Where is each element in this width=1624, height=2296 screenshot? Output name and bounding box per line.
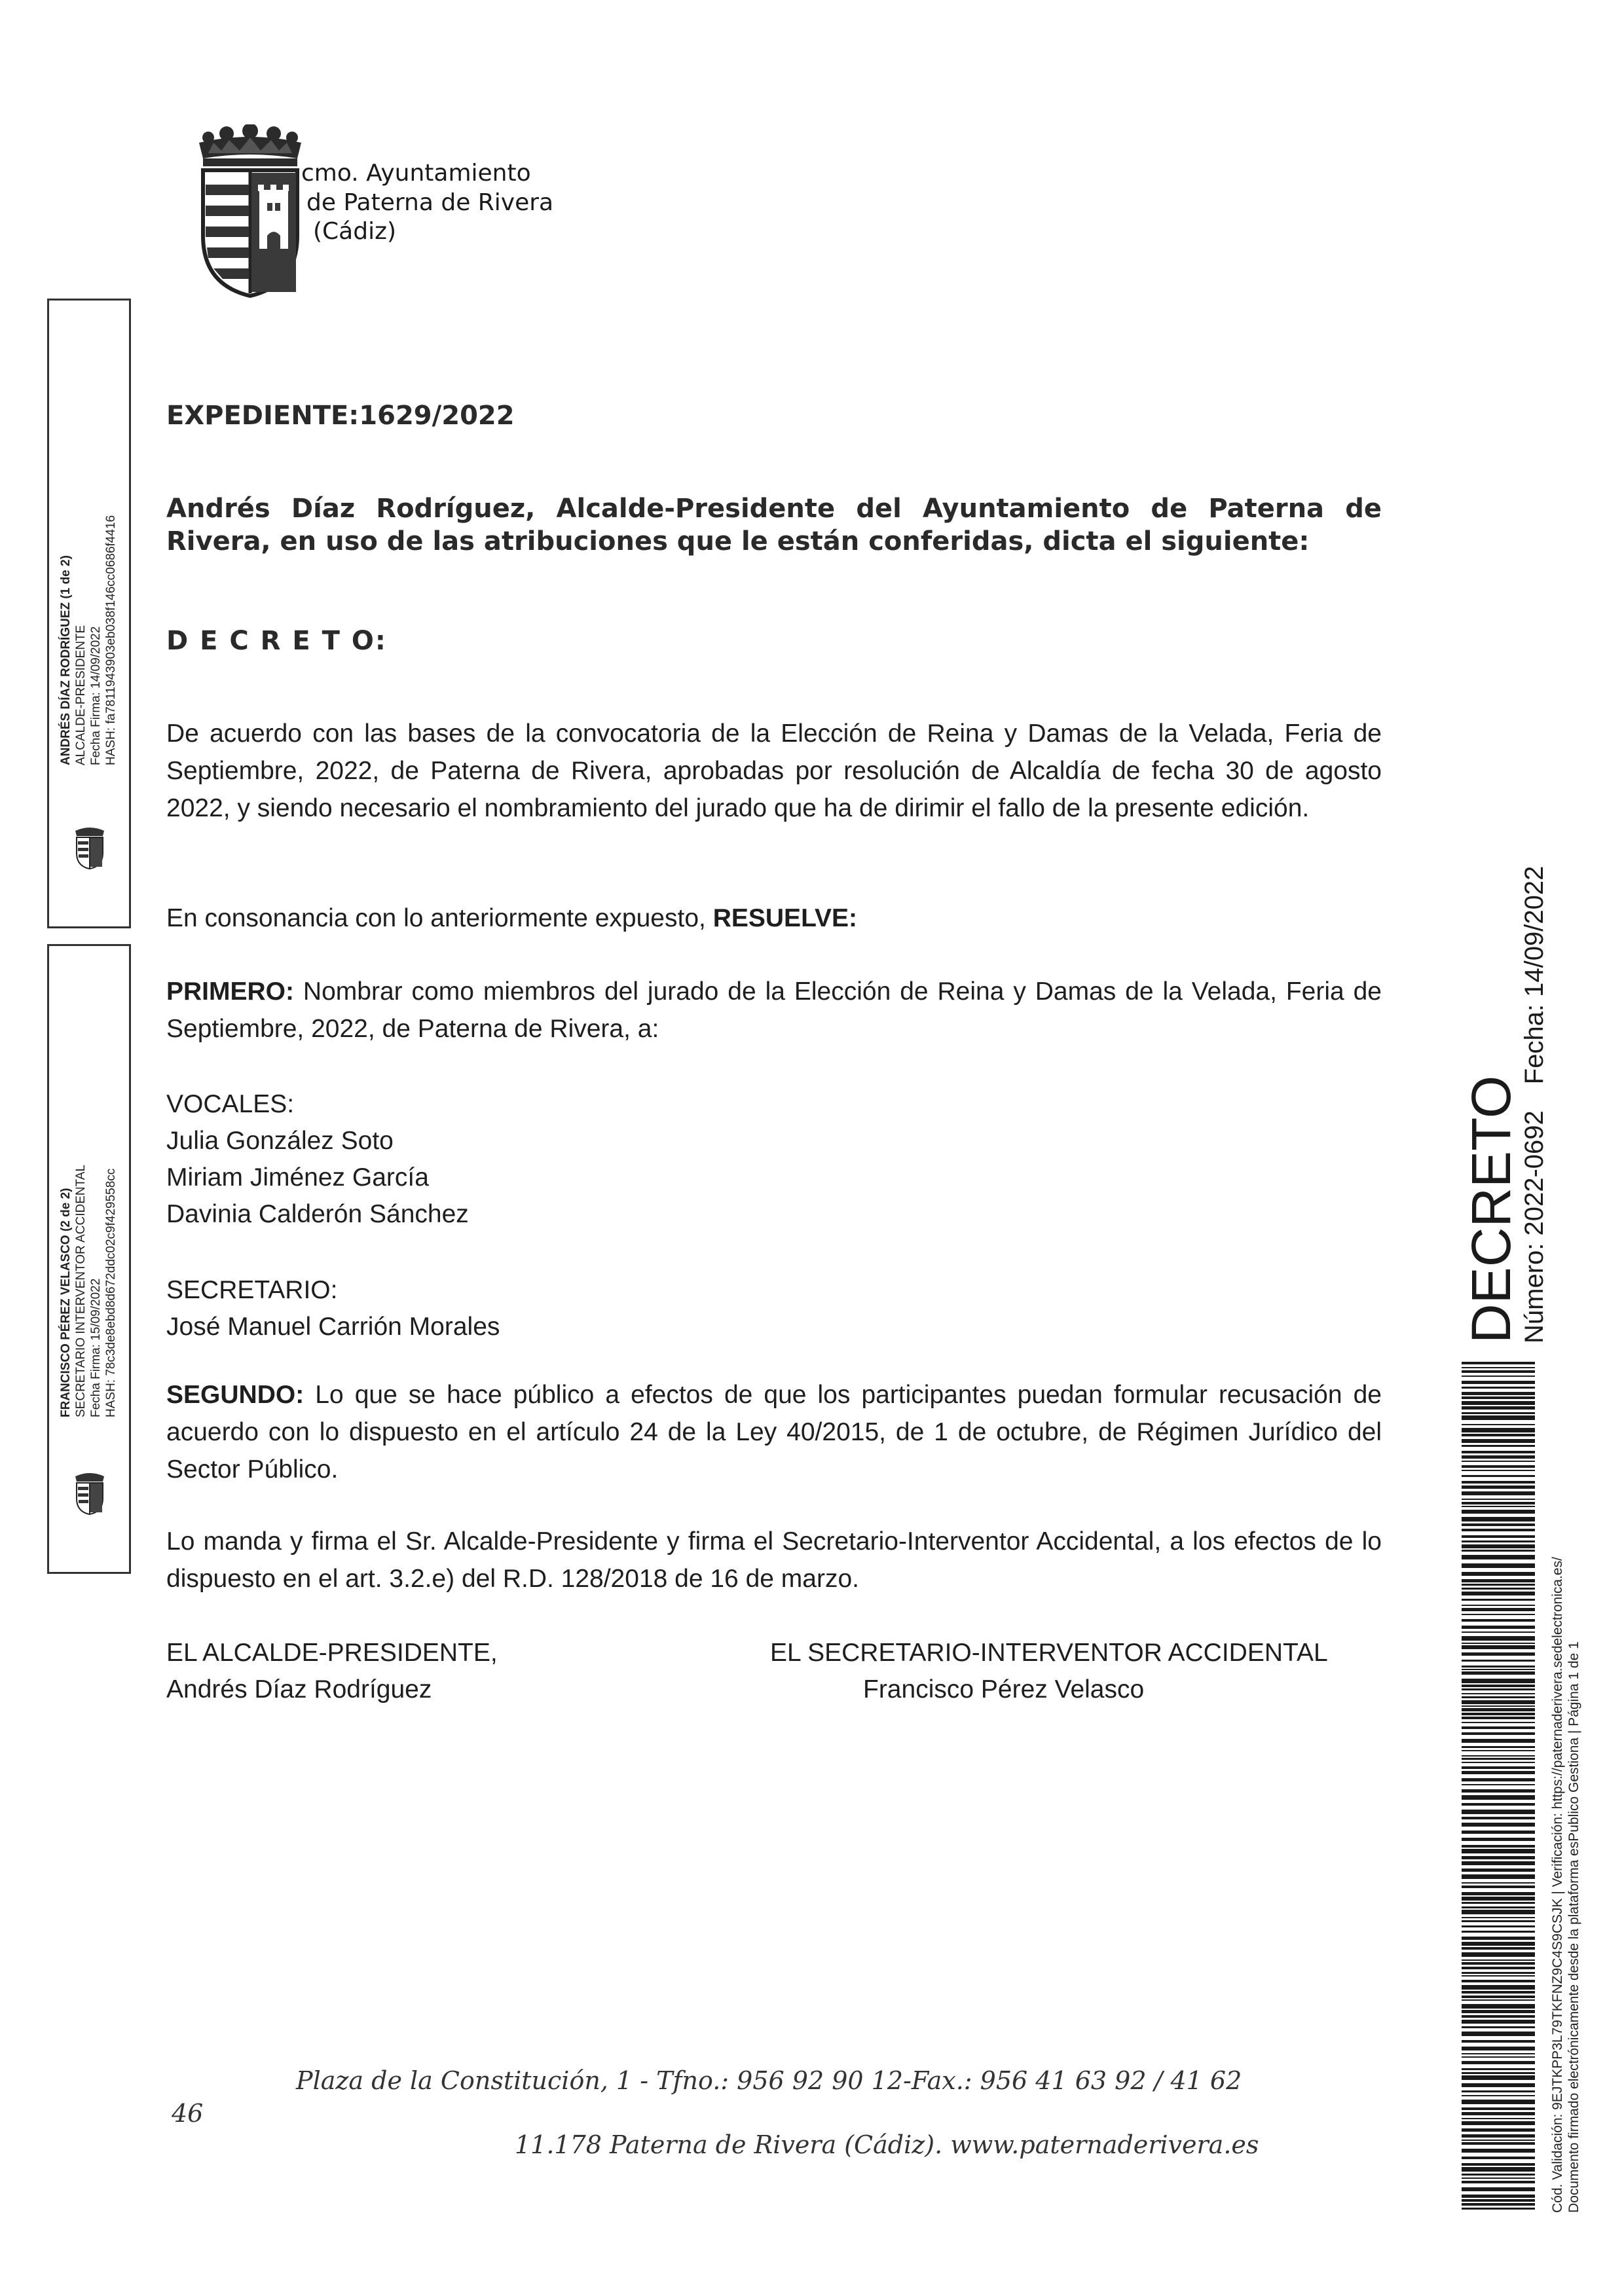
closing-paragraph: Lo manda y firma el Sr. Alcalde-Presidente y firma el Secretario-Interventor Accidental, a los efectos de lo dispuesto en el art. 3.2.e) del R.D. 128/2018 de 16 de marzo. [166, 1527, 1382, 1593]
barcode-bar [1462, 2026, 1535, 2028]
org-name-line2: de Paterna de Rivera [306, 189, 554, 216]
barcode-bar [1462, 2068, 1535, 2070]
barcode-bar [1462, 1700, 1535, 1704]
footer-city-website: 11.178 Paterna de Rivera (Cádiz). www.paternaderivera.es [515, 2130, 1259, 2159]
barcode-bar [1462, 1535, 1535, 1538]
stamp-signer-name: FRANCISCO PÉREZ VELASCO (2 de 2) [59, 1188, 73, 1417]
barcode-bar [1462, 1886, 1535, 1888]
barcode-bar [1462, 1784, 1535, 1785]
barcode-bar [1462, 2140, 1535, 2141]
barcode-bar [1462, 1599, 1535, 1601]
barcode-bar [1462, 1636, 1535, 1641]
barcode-bar [1462, 1942, 1535, 1946]
barcode-bar [1462, 2090, 1535, 2092]
barcode-bar [1462, 1491, 1535, 1495]
barcode-bar [1462, 2040, 1535, 2043]
barcode-bar [1462, 2061, 1535, 2064]
stamp-sign-date: Fecha Firma: 15/09/2022 [89, 1278, 103, 1417]
barcode-bar [1462, 1652, 1535, 1656]
stamp-text-block [58, 1165, 119, 1417]
barcode-bar [1462, 1746, 1535, 1748]
barcode-bar [1462, 1614, 1535, 1615]
barcode-bar [1462, 1962, 1535, 1965]
segundo-label: SEGUNDO: [166, 1381, 304, 1409]
signature-stamp-secretario [47, 944, 131, 1574]
stamp-signer-role: SECRETARIO INTERVENTOR ACCIDENTAL [74, 1164, 88, 1417]
barcode-bar [1462, 1588, 1535, 1590]
barcode-bar [1462, 2118, 1535, 2119]
stamp-signer-role: ALCALDE-PRESIDENTE [74, 625, 88, 765]
barcode-bar [1462, 1795, 1535, 1800]
primero-text: Nombrar como miembros del jurado de la Elección de Reina y Damas de la Velada, Feria de Septiembre, 2022, de Paterna de Rivera, a: [166, 977, 1382, 1043]
barcode-bar [1462, 2157, 1535, 2159]
signatory-left-name: Andrés Díaz Rodríguez [166, 1675, 432, 1704]
barcode-bar [1462, 1717, 1535, 1719]
barcode-bar [1462, 1475, 1535, 1477]
barcode-bar [1462, 1387, 1535, 1389]
barcode-bar [1462, 1592, 1535, 1595]
barcode-bar [1462, 1803, 1535, 1806]
barcode-bar [1462, 1381, 1535, 1384]
stamp-hash: HASH: fa7811943903eb038f146cc0686f4416 [104, 515, 118, 765]
barcode-bar [1462, 1959, 1535, 1961]
barcode-bar [1462, 1362, 1535, 1364]
barcode-bar [1462, 1766, 1535, 1769]
barcode-bar [1462, 1762, 1535, 1763]
barcode-bar [1462, 1823, 1535, 1827]
barcode-bar [1462, 1810, 1535, 1814]
barcode-bar [1462, 1550, 1535, 1552]
barcode-bar [1462, 2181, 1535, 2183]
municipal-coat-of-arms [194, 124, 306, 301]
barcode-bar [1462, 1708, 1535, 1711]
barcode-bar [1462, 1705, 1535, 1707]
barcode-bar [1462, 2100, 1535, 2104]
barcode-bar [1462, 2083, 1535, 2087]
barcode-bar [1462, 2015, 1535, 2018]
primero-label: PRIMERO: [166, 977, 294, 1006]
barcode-bar [1462, 2149, 1535, 2153]
barcode-bar [1462, 1461, 1535, 1462]
barcode-bar [1462, 2095, 1535, 2096]
barcode-bar [1462, 1370, 1535, 1373]
barcode-bar [1462, 1584, 1535, 1586]
barcode-bar [1462, 1510, 1535, 1514]
secretario-name: José Manuel Carrión Morales [166, 1313, 500, 1341]
barcode-bar [1462, 1831, 1535, 1834]
stamp-crest-icon [73, 1470, 107, 1516]
stamp-hash: HASH: 78c3de8ebd8d672ddc02c9f429558cc [104, 1168, 118, 1417]
signatory-right-name: Francisco Pérez Velasco [863, 1675, 1145, 1704]
barcode-bar [1462, 1838, 1535, 1841]
barcode-bar [1462, 1481, 1535, 1484]
barcode-bar [1462, 1619, 1535, 1622]
barcode-bar [1462, 1995, 1535, 1998]
expediente-number: EXPEDIENTE:1629/2022 [166, 401, 515, 431]
platform-notice: Documento firmado electrónicamente desde la plataforma esPublico Gestiona | Página 1 de 1 [1566, 1641, 1581, 2213]
barcode-bar [1462, 2004, 1535, 2009]
barcode-bar [1462, 2032, 1535, 2036]
barcode-bar [1462, 2187, 1535, 2191]
decree-number-date [1519, 866, 1549, 1343]
barcode-bar [1462, 1424, 1535, 1425]
barcode-bar [1462, 2047, 1535, 2050]
barcode-bar [1462, 1406, 1535, 1410]
barcode-bar [1462, 1771, 1535, 1774]
barcode-bar [1462, 1579, 1535, 1582]
validation-text-block [1549, 1557, 1582, 2213]
primero-paragraph [166, 973, 1382, 1048]
barcode-bar [1462, 1947, 1535, 1950]
barcode-bar [1462, 1967, 1535, 1969]
barcode-bar [1462, 1499, 1535, 1500]
barcode-bar [1462, 1506, 1535, 1507]
barcode-bar [1462, 1563, 1535, 1568]
barcode-bar [1462, 1874, 1535, 1879]
barcode-bar [1462, 1445, 1535, 1447]
decreto-doc-type: DECRETO [1460, 1075, 1522, 1343]
barcode-bar [1462, 1367, 1535, 1368]
barcode-bar [1462, 1713, 1535, 1715]
footer-address: Plaza de la Constitución, 1 - Tfno.: 956 92 90 12-Fax.: 956 41 63 92 / 41 62 [296, 2066, 1242, 2095]
barcode-bar [1462, 2072, 1535, 2074]
barcode-bar [1462, 1412, 1535, 1414]
barcode-bar [1462, 1605, 1535, 1606]
barcode-bar [1462, 1892, 1535, 1895]
stamp-signer-name: ANDRÉS DÍAZ RODRÍGUEZ (1 de 2) [59, 555, 73, 765]
barcode-bar [1462, 1897, 1535, 1901]
barcode-bar [1462, 1439, 1535, 1443]
barcode-bar [1462, 1434, 1535, 1436]
barcode-bar [1462, 1861, 1535, 1865]
consonancia-text: En consonancia con lo anteriormente expuesto, [166, 904, 713, 932]
vocales-label: VOCALES: [166, 1090, 295, 1118]
secretario-label: SECRETARIO: [166, 1276, 338, 1304]
vocal-name: Julia González Soto [166, 1127, 394, 1155]
resuelve-label: RESUELVE: [712, 904, 858, 932]
validation-barcode [1462, 1362, 1535, 2213]
barcode-bar [1462, 1882, 1535, 1884]
barcode-bar [1462, 2053, 1535, 2054]
barcode-bar [1462, 1572, 1535, 1576]
barcode-bar [1462, 1902, 1535, 1904]
barcode-bar [1462, 1485, 1535, 1489]
barcode-bar [1462, 1696, 1535, 1698]
barcode-bar [1462, 1910, 1535, 1914]
barcode-bar [1462, 2075, 1535, 2080]
barcode-bar [1462, 1679, 1535, 1683]
barcode-bar [1462, 1917, 1535, 1918]
barcode-bar [1462, 1849, 1535, 1853]
barcode-bar [1462, 1906, 1535, 1908]
barcode-bar [1462, 2142, 1535, 2145]
barcode-bar [1462, 1845, 1535, 1848]
barcode-bar [1462, 1645, 1535, 1649]
segundo-paragraph [166, 1376, 1382, 1488]
barcode-bar [1462, 1451, 1535, 1453]
barcode-bar [1462, 1502, 1535, 1504]
barcode-bar [1462, 1671, 1535, 1675]
barcode-bar [1462, 2163, 1535, 2166]
barcode-bar [1462, 1817, 1535, 1819]
barcode-bar [1462, 1732, 1535, 1735]
barcode-bar [1462, 1631, 1535, 1633]
barcode-bar [1462, 1428, 1535, 1432]
barcode-bar [1462, 1868, 1535, 1872]
validation-code: Cód. Validación: 9EJTKPP3L79TKFNZ9C4S9CSJK | Verificación: https://paternaderivera.sedelectronica.es/ [1550, 1557, 1565, 2213]
barcode-bar [1462, 1999, 1535, 2001]
stamp-crest-icon [73, 824, 107, 870]
barcode-bar [1462, 1856, 1535, 1859]
org-name-line3: (Cádiz) [313, 218, 397, 245]
barcode-bar [1462, 2056, 1535, 2058]
barcode-bar [1462, 1392, 1535, 1395]
intro-paragraph: Andrés Díaz Rodríguez, Alcalde-Presidente del Ayuntamiento de Paterna de Rivera, en uso de las atribuciones que le están conferidas, dicta el siguiente: [166, 494, 1382, 556]
barcode-bar [1462, 1529, 1535, 1531]
segundo-text: Lo que se hace público a efectos de que los participantes puedan formular recusación de acuerdo con lo dispuesto en el artículo 24 de la Ley 40/2015, de 1 de octubre, de Régimen Jurídico del Sector Público. [166, 1381, 1382, 1484]
barcode-bar [1462, 1750, 1535, 1751]
barcode-bar [1462, 1465, 1535, 1468]
barcode-bar [1462, 1660, 1535, 1662]
org-name-line1: cmo. Ayuntamiento [301, 160, 531, 187]
signatory-right-title: EL SECRETARIO-INTERVENTOR ACCIDENTAL [770, 1639, 1328, 1667]
barcode-bar [1462, 1685, 1535, 1687]
barcode-bar [1462, 1952, 1535, 1957]
barcode-bar [1462, 1739, 1535, 1743]
barcode-bar [1462, 2128, 1535, 2132]
barcode-bar [1462, 1937, 1535, 1940]
barcode-bar [1462, 2010, 1535, 2013]
barcode-bar [1462, 1608, 1535, 1611]
barcode-bar [1462, 2020, 1535, 2024]
barcode-bar [1462, 2203, 1535, 2206]
barcode-bar [1462, 1789, 1535, 1793]
barcode-bar [1462, 1931, 1535, 1933]
barcode-bar [1462, 1972, 1535, 1974]
barcode-bar [1462, 1693, 1535, 1694]
barcode-bar [1462, 1540, 1535, 1542]
stamp-sign-date: Fecha Firma: 14/09/2022 [89, 626, 103, 765]
barcode-bar [1462, 1470, 1535, 1471]
barcode-bar [1462, 1722, 1535, 1723]
barcode-bar [1462, 1401, 1535, 1405]
barcode-bar [1462, 1975, 1535, 1977]
barcode-bar [1462, 2134, 1535, 2138]
barcode-bar [1462, 1755, 1535, 1757]
barcode-bar [1462, 1396, 1535, 1399]
barcode-bar [1462, 1985, 1535, 1990]
barcode-bar [1462, 1555, 1535, 1559]
consonancia-paragraph [166, 900, 857, 937]
vocal-name: Davinia Calderón Sánchez [166, 1200, 469, 1228]
barcode-bar [1462, 2107, 1535, 2110]
barcode-bar [1462, 2112, 1535, 2115]
barcode-bar [1462, 1920, 1535, 1922]
barcode-bar [1462, 1688, 1535, 1690]
paragraph-bases: De acuerdo con las bases de la convocatoria de la Elección de Reina y Damas de la Velada, Feria de Septiembre, 2022, de Paterna de Rivera, aprobadas por resolución de Alcaldía de fecha 30 de agosto 2022, y siendo necesario el nombramiento del jurado que ha de dirimir el fallo de la presente edición. [166, 720, 1382, 822]
barcode-bar [1462, 1643, 1535, 1644]
barcode-bar [1462, 1669, 1535, 1670]
barcode-bar [1462, 1517, 1535, 1522]
barcode-bar [1462, 1544, 1535, 1548]
barcode-bar [1462, 1415, 1535, 1420]
barcode-bar [1462, 1980, 1535, 1982]
barcode-bar [1462, 2121, 1535, 2125]
barcode-bar [1462, 2195, 1535, 2198]
barcode-bar [1462, 2208, 1535, 2210]
barcode-bar [1462, 1376, 1535, 1377]
decreto-heading: D E C R E T O: [166, 626, 387, 656]
signature-stamp-alcalde [47, 299, 131, 928]
vocal-name: Miriam Jiménez García [166, 1163, 429, 1192]
barcode-bar [1462, 1523, 1535, 1526]
barcode-bar [1462, 1991, 1535, 1994]
barcode-bar [1462, 1626, 1535, 1629]
barcode-bar [1462, 1666, 1535, 1667]
barcode-bar [1462, 1778, 1535, 1781]
stamp-text-block [58, 515, 119, 765]
barcode-bar [1462, 1726, 1535, 1729]
barcode-bar [1462, 2178, 1535, 2179]
signatory-left-title: EL ALCALDE-PRESIDENTE, [166, 1639, 498, 1667]
page-number: 46 [172, 2099, 204, 2128]
decree-date: Fecha: 14/09/2022 [1520, 866, 1549, 1085]
barcode-bar [1462, 2199, 1535, 2202]
barcode-bar [1462, 1925, 1535, 1927]
barcode-bar [1462, 2174, 1535, 2176]
decree-number: Número: 2022-0692 [1520, 1110, 1549, 1343]
barcode-bar [1462, 2167, 1535, 2172]
barcode-bar [1462, 1455, 1535, 1459]
barcode-bar [1462, 1758, 1535, 1760]
